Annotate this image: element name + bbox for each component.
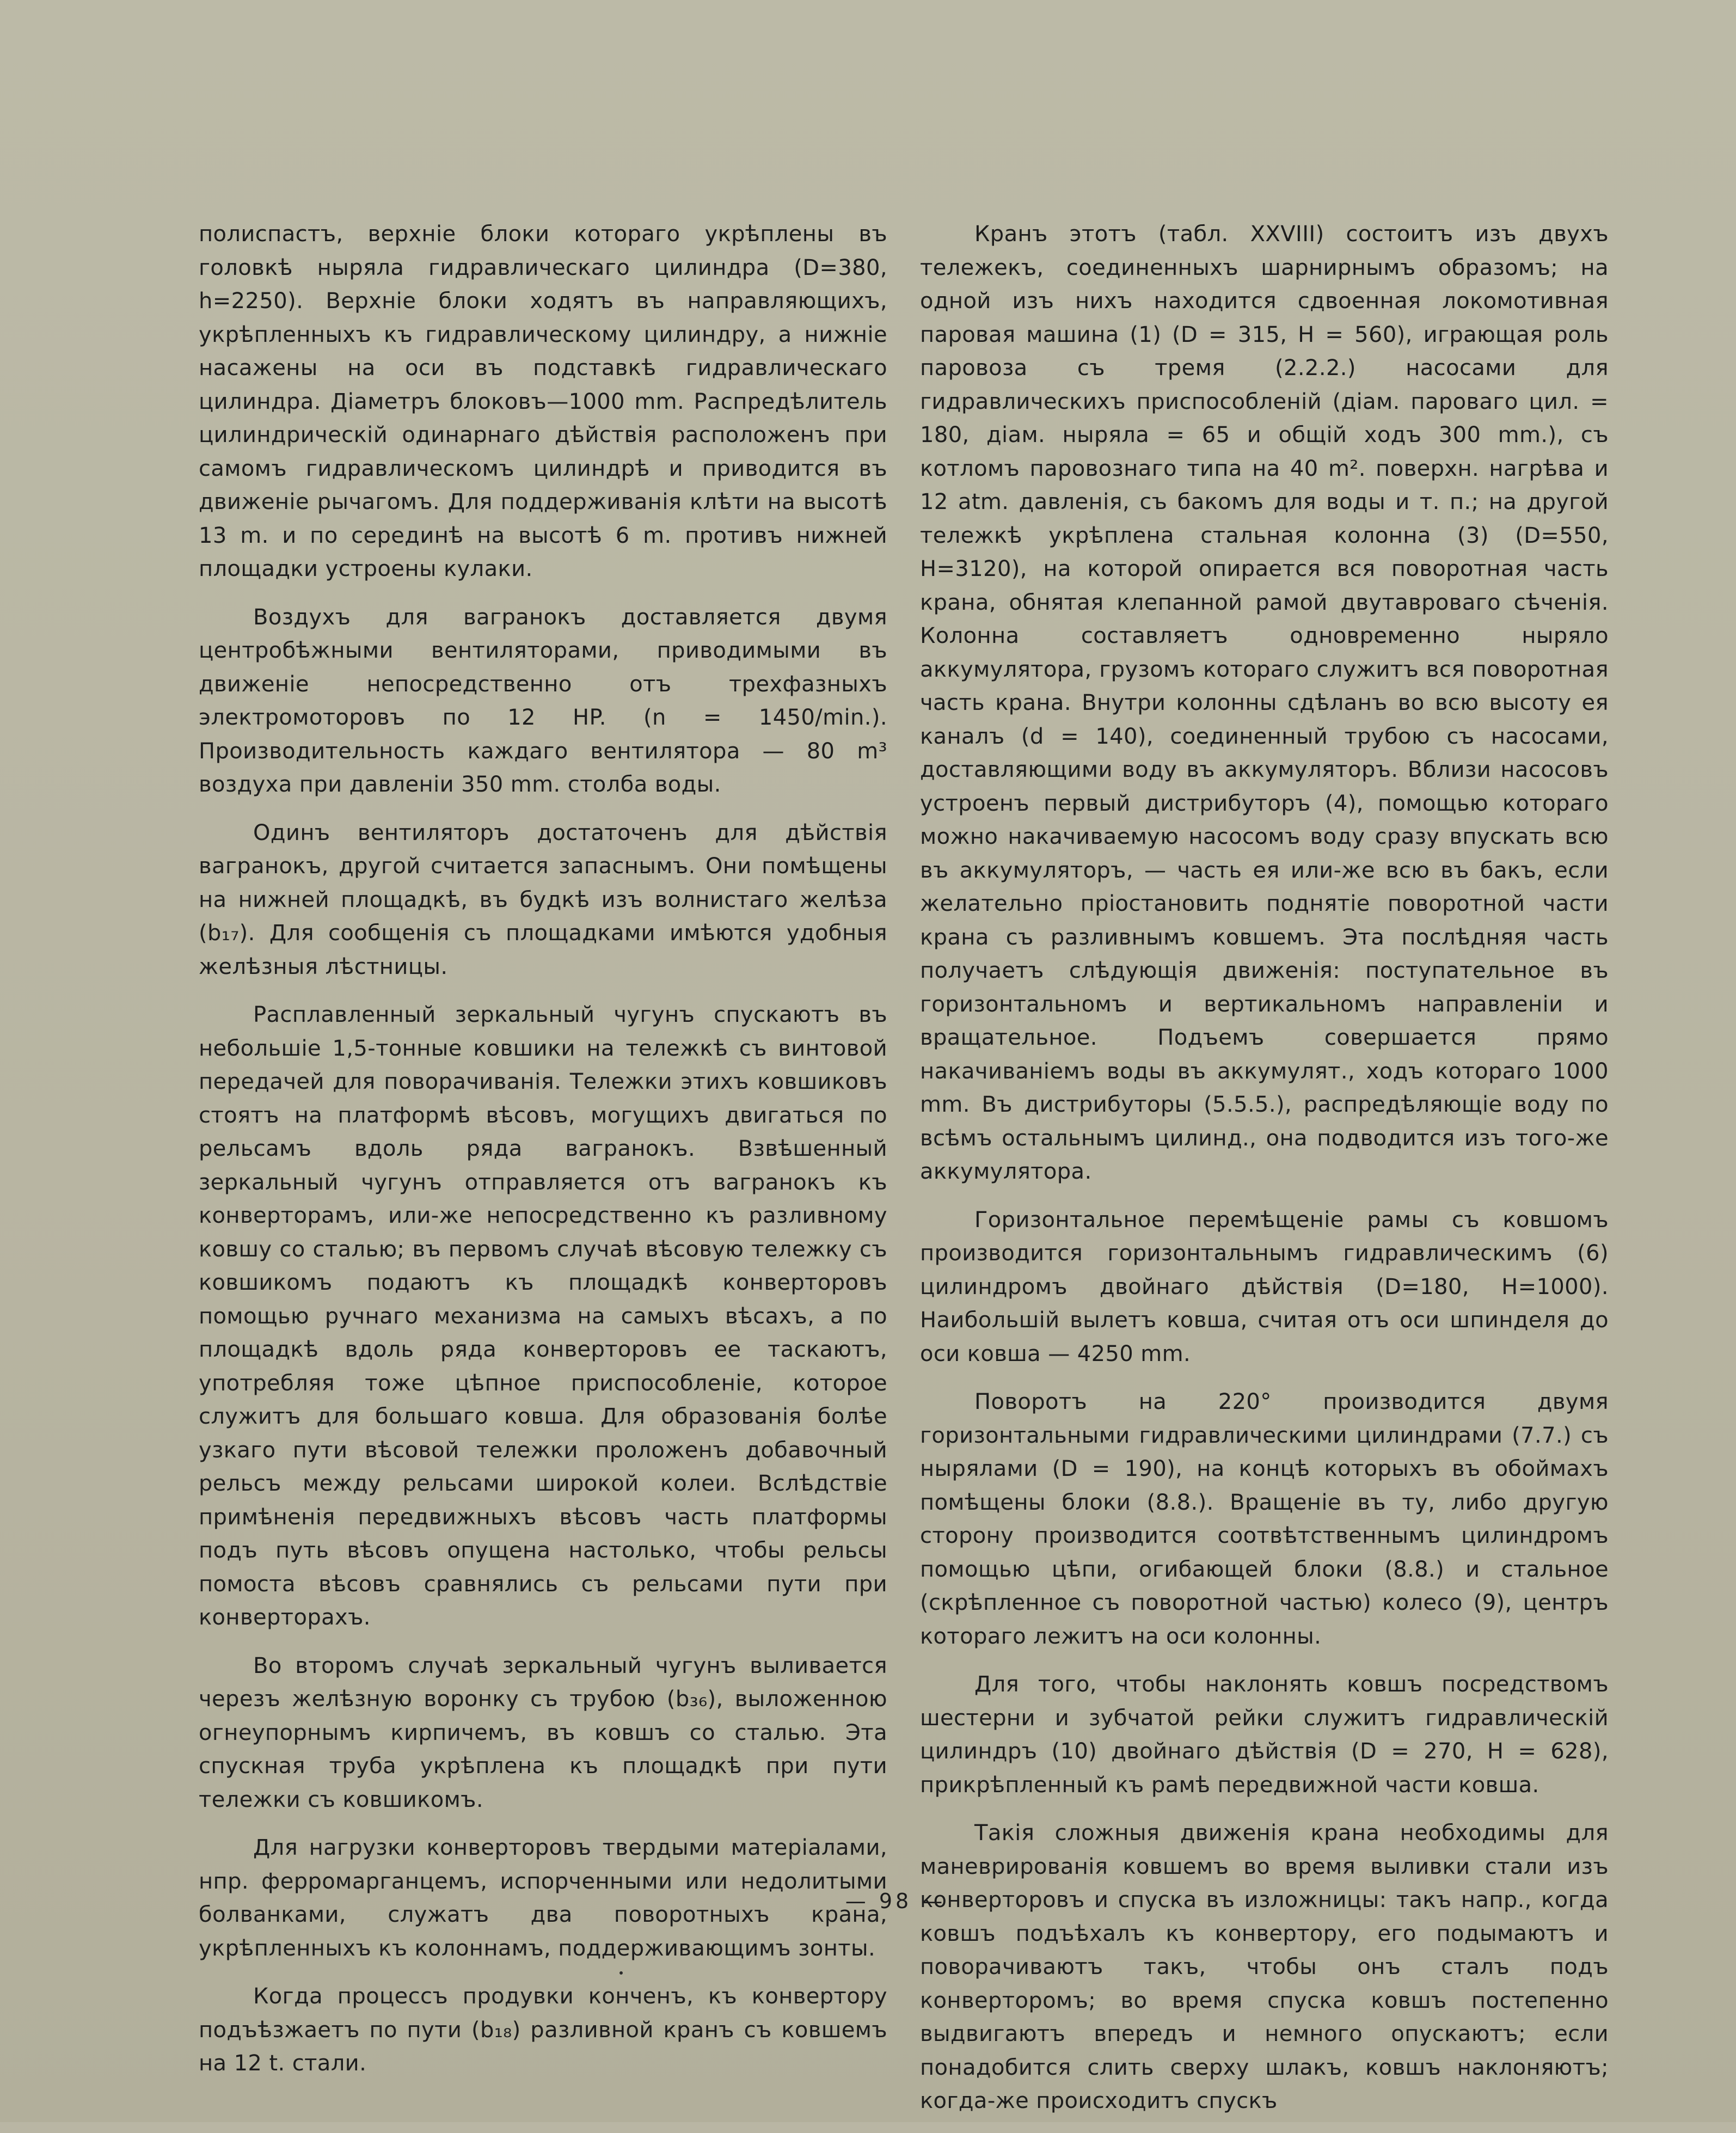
- paragraph: Воздухъ для вагранокъ доставляется двумя центробѣжными вентиляторами, приводимыми въ движеніе непосредственно отъ трехфазныхъ электромоторовъ по 12 HP. (n = 1450/min.). Производительность каждаго вентилятора — 80 m³ воздуха при давленіи 350 mm. столба воды.: [199, 604, 887, 797]
- paragraph: Горизонтальное перемѣщеніе рамы съ ковшомъ производится горизонтальнымъ гидравлическимъ (6) цилиндромъ двойнаго дѣйствія (D=180, H=1000). Наибольшій вылетъ ковша, считая отъ оси шпинделя до оси ковша — 4250 mm.: [920, 1207, 1609, 1366]
- paragraph: Одинъ вентиляторъ достаточенъ для дѣйствія вагранокъ, другой считается запаснымъ. Они помѣщены на нижней площадкѣ, въ будкѣ изъ волнистаго желѣза (b₁₇). Для сообщенія съ площадками имѣются удобныя желѣзныя лѣстницы.: [199, 820, 887, 979]
- paragraph: Расплавленный зеркальный чугунъ спускаютъ въ небольшіе 1,5-тонные ковшики на тележкѣ съ винтовой передачей для поворачиванія. Тележки этихъ ковшиковъ стоятъ на платформѣ вѣсовъ, могущихъ двигаться по рельсамъ вдоль ряда вагранокъ. Взвѣшенный зеркальный чугунъ отправляется отъ вагранокъ къ конверторамъ, или-же непосредственно къ разливному ковшу со сталью; въ первомъ случаѣ вѣсовую тележку съ ковшикомъ подаютъ къ площадкѣ конверторовъ помощью ручнаго механизма на самыхъ вѣсахъ, а по площадкѣ вдоль ряда конверторовъ ее таскаютъ, употребляя тоже цѣпное приспособленіе, которое служитъ для большаго ковша. Для образованія болѣе узкаго пути вѣсовой тележки проложенъ добавочный рельсъ между рельсами широкой колеи. Вслѣдствіе примѣненія передвижныхъ вѣсовъ часть платформы подъ путь вѣсовъ опущена настолько, чтобы рельсы помоста вѣсовъ сравнялись съ рельсами пути при конверторахъ.: [199, 1002, 887, 1630]
- paragraph: полиспастъ, верхніе блоки котораго укрѣплены въ головкѣ ныряла гидравлическаго цилиндра (D=380, h=2250). Верхніе блоки ходятъ въ направляющихъ, укрѣпленныхъ къ гидравлическому цилиндру, а нижніе насажены на оси въ подставкѣ гидравлическаго цилиндра. Діаметръ блоковъ—1000 mm. Распредѣлитель цилиндрическій одинарнаго дѣйствія расположенъ при самомъ гидравлическомъ цилиндрѣ и приводится въ движеніе рычагомъ. Для поддерживанія клѣти на высотѣ 13 m. и по серединѣ на высотѣ 6 m. противъ нижней площадки устроены кулаки.: [199, 222, 887, 581]
- paragraph: Кранъ этотъ (табл. XXVIII) состоитъ изъ двухъ тележекъ, соединенныхъ шарнирнымъ образомъ; на одной изъ нихъ находится сдвоенная локомотивная паровая машина (1) (D = 315, H = 560), играющая роль паровоза съ тремя (2.2.2.) насосами для гидравлическихъ приспособленій (діам. пароваго цил. = 180, діам. ныряла = 65 и общій ходъ 300 mm.), съ котломъ паровознаго типа на 40 m². поверхн. нагрѣва и 12 atm. давленія, съ бакомъ для воды и т. п.; на другой тележкѣ укрѣплена стальная колонна (3) (D=550, H=3120), на которой опирается вся поворотная часть крана, обнятая клепанной рамой двутавроваго сѣченія. Колонна составляетъ одновременно ныряло аккумулятора, грузомъ котораго служитъ вся поворотная часть крана. Внутри колонны сдѣланъ во всю высоту ея каналъ (d = 140), соединенный трубою съ насосами, доставляющими воду въ аккумуляторъ. Вблизи насосовъ устроенъ первый дистрибуторъ (4), помощью котораго можно накачиваемую насосомъ воду сразу впускать всю въ аккумуляторъ, — часть ея или-же всю въ бакъ, если желательно пріостановить поднятіе поворотной части крана съ разливнымъ ковшемъ. Эта послѣдняя часть получаетъ слѣдующія движенія: поступательное въ горизонтальномъ и вертикальномъ направленіи и вращательное. Подъемъ совершается прямо накачиваніемъ воды въ аккумулят., ходъ котораго 1000 mm. Въ дистрибуторы (5.5.5.), распредѣляющіе воду по всѣмъ остальнымъ цилинд., она подводится изъ того-же аккумулятора.: [920, 222, 1609, 1184]
- paragraph: Такія сложныя движенія крана необходимы для маневрированія ковшемъ во время выливки стали изъ конверторовъ и спуска въ изложницы: такъ напр., когда ковшъ подъѣхалъ къ конвертору, его подымаютъ и поворачиваютъ такъ, чтобы онъ сталъ подъ конверторомъ; во время спуска ковшъ постепенно выдвигаютъ впередъ и немного опускаютъ; если понадобится слить сверху шлакъ, ковшъ наклоняютъ; когда-же происходитъ спускъ: [920, 1821, 1609, 2113]
- left-text-column: [199, 218, 887, 2095]
- paragraph: Во второмъ случаѣ зеркальный чугунъ выливается черезъ желѣзную воронку съ трубою (b₃₆), выложенною огнеупорнымъ кирпичемъ, въ ковшъ со сталью. Эта спускная труба укрѣплена къ площадкѣ при пути тележки съ ковшикомъ.: [199, 1653, 887, 1812]
- ink-speck: [619, 1971, 623, 1975]
- paragraph: Поворотъ на 220° производится двумя горизонтальными гидравлическими цилиндрами (7.7.) съ нырялами (D = 190), на концѣ которыхъ въ обоймахъ помѣщены блоки (8.8.). Вращеніе въ ту, либо другую сторону производится соотвѣтственнымъ цилиндромъ помощью цѣпи, огибающей блоки (8.8.) и стальное (скрѣпленное съ поворотной частью) колесо (9), центръ котораго лежитъ на оси колонны.: [920, 1389, 1609, 1649]
- paragraph: Для нагрузки конверторовъ твердыми матеріалами, нпр. ферромарганцемъ, испорченными или недолитыми болванками, служатъ два поворотныхъ крана, укрѣпленныхъ къ колоннамъ, поддерживающимъ зонты.: [199, 1835, 887, 1961]
- page-number: — 98 —: [845, 1889, 946, 1913]
- paragraph: Когда процессъ продувки конченъ, къ конвертору подъѣзжаетъ по пути (b₁₈) разливной кранъ съ ковшемъ на 12 t. стали.: [199, 1984, 887, 2076]
- right-text-column: [920, 218, 1609, 2133]
- paragraph: Для того, чтобы наклонять ковшъ посредствомъ шестерни и зубчатой рейки служитъ гидравлическій цилиндръ (10) двойнаго дѣйствія (D = 270, H = 628), прикрѣпленный къ рамѣ передвижной части ковша.: [920, 1672, 1609, 1798]
